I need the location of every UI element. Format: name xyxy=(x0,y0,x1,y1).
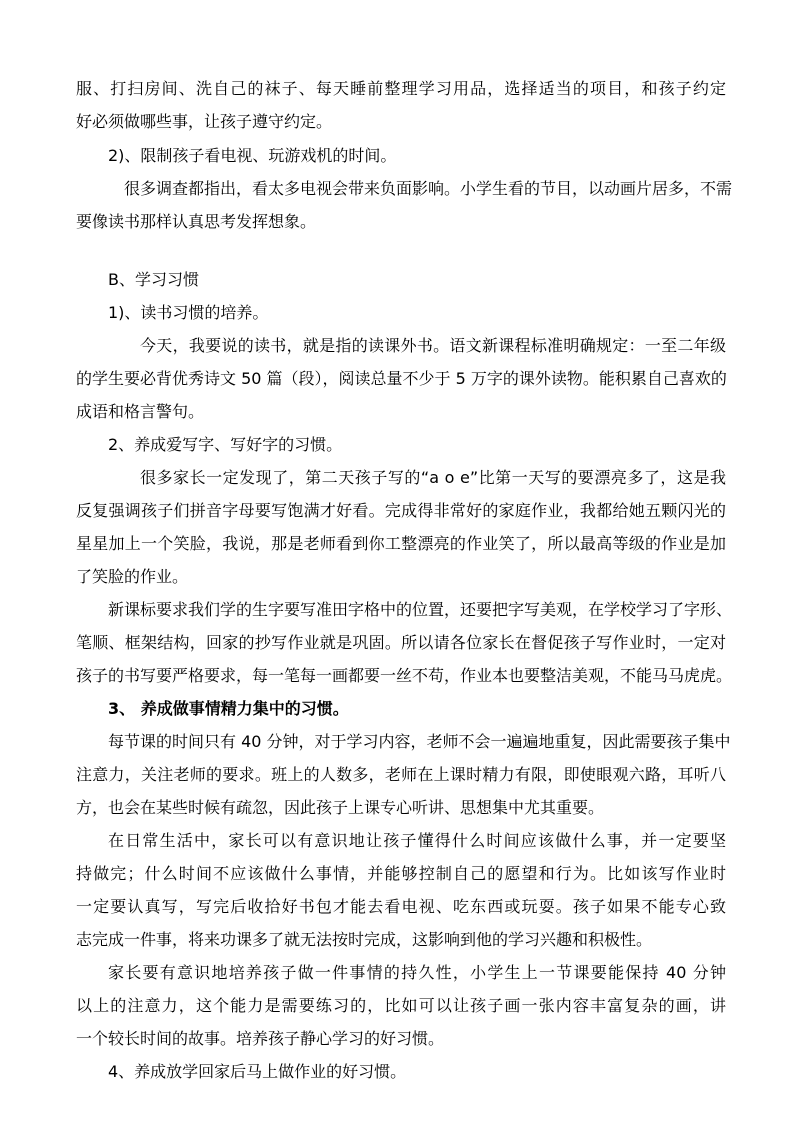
paragraph-line: 星星加上一个笑脸，我说，那是老师看到你工整漂亮的作业笑了，所以最高等级的作业是加 xyxy=(76,534,726,553)
paragraph-line: 以上的注意力，这个能力是需要练习的，比如可以让孩子画一张内容丰富复杂的画，讲 xyxy=(76,996,726,1015)
paragraph-line: 注意力，关注老师的要求。班上的人数多，老师在上课时精力有限，即使眼观六路，耳听八 xyxy=(76,765,726,784)
section-heading: 4、养成放学回家后马上做作业的好习惯。 xyxy=(108,1062,407,1081)
paragraph-line: 要像读书那样认真思考发挥想象。 xyxy=(76,212,317,231)
paragraph-line: 的学生要必背优秀诗文 50 篇（段），阅读总量不少于 5 万字的课外读物。能积累自己喜欢的 xyxy=(76,369,727,388)
paragraph-line: 很多家长一定发现了，第二天孩子写的“a o e”比第一天写的要漂亮多了，这是我 xyxy=(140,468,726,487)
section-heading: 3、 养成做事情精力集中的习惯。 xyxy=(108,699,349,718)
paragraph-line: 持做完；什么时间不应该做什么事情，并能够控制自己的愿望和行为。比如该写作业时 xyxy=(76,864,726,883)
section-heading: 1)、读书习惯的培养。 xyxy=(108,303,269,322)
paragraph-line: 志完成一件事，将来功课多了就无法按时完成，这影响到他的学习兴趣和积极性。 xyxy=(76,930,653,949)
paragraph-line: 一个较长时间的故事。培养孩子静心学习的好习惯。 xyxy=(76,1029,445,1048)
paragraph-line: 方，也会在某些时候有疏忽，因此孩子上课专心听讲、思想集中尤其重要。 xyxy=(76,798,605,817)
paragraph-line: 一定要认真写，写完后收拾好书包才能去看电视、吃东西或玩耍。孩子如果不能专心致 xyxy=(76,897,726,916)
paragraph-line: 新课标要求我们学的生字要写准田字格中的位置，还要把字写美观，在学校学习了字形、 xyxy=(108,600,733,619)
paragraph-line: 反复强调孩子们拼音字母要写饱满才好看。完成得非常好的家庭作业，我都给她五颗闪光的 xyxy=(76,501,726,520)
paragraph-line: 今天，我要说的读书，就是指的读课外书。语文新课程标准明确规定：一至二年级 xyxy=(140,336,726,355)
paragraph-line: 笔顺、框架结构，回家的抄写作业就是巩固。所以请各位家长在督促孩子写作业时，一定对 xyxy=(76,633,726,652)
paragraph-line: 成语和格言警句。 xyxy=(76,402,205,421)
paragraph-line: 孩子的书写要严格要求，每一笔每一画都要一丝不苟，作业本也要整洁美观，不能马马虎虎。 xyxy=(76,666,733,685)
section-heading: 2)、限制孩子看电视、玩游戏机的时间。 xyxy=(108,146,397,165)
section-heading: B、学习习惯 xyxy=(108,270,199,289)
paragraph-line: 每节课的时间只有 40 分钟，对于学习内容，老师不会一遍遍地重复，因此需要孩子集中 xyxy=(108,732,731,751)
paragraph-line: 好必须做哪些事，让孩子遵守约定。 xyxy=(76,112,333,131)
paragraph-line: 很多调查都指出，看太多电视会带来负面影响。小学生看的节目，以动画片居多，不需 xyxy=(124,179,733,198)
paragraph-line: 服、打扫房间、洗自己的袜子、每天睡前整理学习用品，选择适当的项目，和孩子约定 xyxy=(76,79,726,98)
paragraph-line: 家长要有意识地培养孩子做一件事情的持久性，小学生上一节课要能保持 40 分钟 xyxy=(108,963,726,982)
paragraph-line: 在日常生活中，家长可以有意识地让孩子懂得什么时间应该做什么事，并一定要坚 xyxy=(108,831,726,850)
paragraph-line: 了笑脸的作业。 xyxy=(76,567,189,586)
section-heading: 2、养成爱写字、写好字的习惯。 xyxy=(108,435,343,454)
